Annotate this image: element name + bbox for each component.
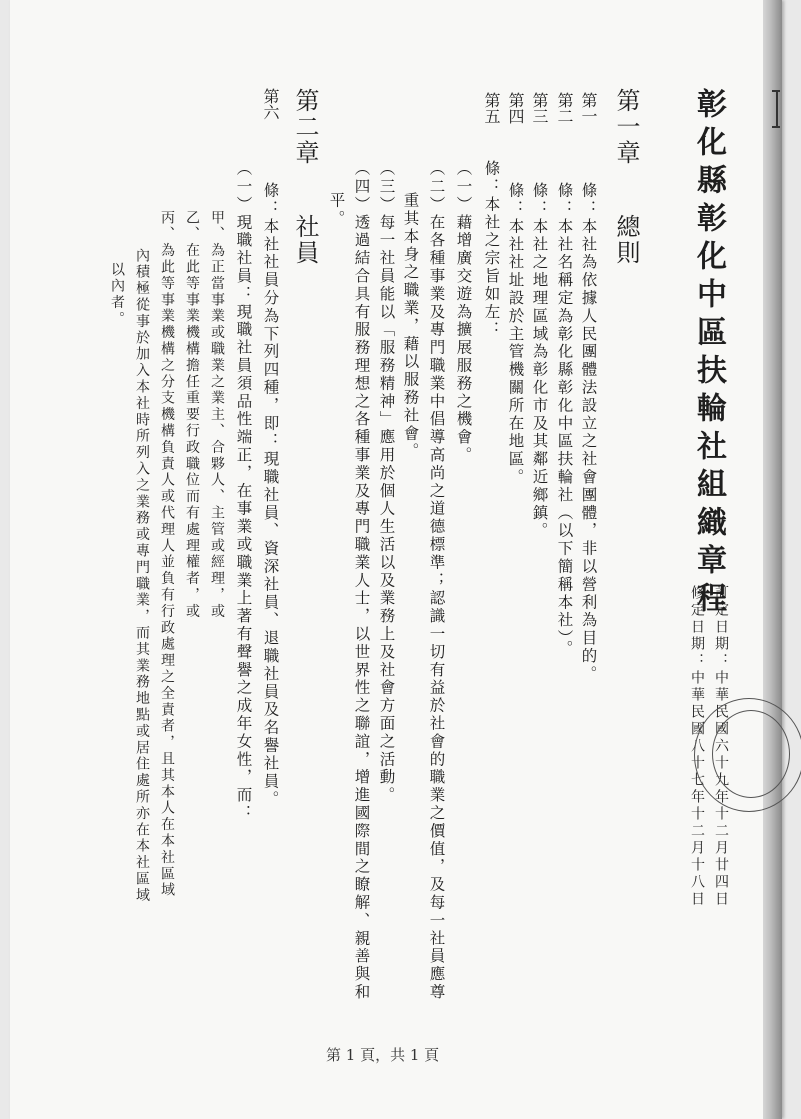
aim-1: （一）藉增廣交遊為擴展服務之機會。 [454, 160, 473, 465]
article-6-text: 條：本社社員分為下列四種，即：現職社員、資深社員、退職社員及名譽社員。 [261, 182, 280, 809]
enacted-date: 訂定日期：中華民國六十九年十二月廿四日 [713, 585, 729, 908]
document-page [10, 0, 782, 1119]
aim-3: （三）每一社員能以「服務精神」應用於個人生活以及業務上及社會方面之活動。 [377, 160, 396, 805]
binding-mark-tick [772, 90, 780, 92]
document-title: 彰化縣彰化中區扶輪社組織章程 [691, 88, 726, 620]
page-footer: 第 1 頁，共 1 頁 [326, 1046, 440, 1064]
chapter1-heading: 第一章總則 [612, 88, 640, 266]
article-1-number: 第一 [579, 92, 598, 124]
revised-date: 修定日期：中華民國八十七年十二月十八日 [689, 585, 705, 908]
article-2-number: 第二 [555, 92, 574, 124]
page-edge-shadow [763, 0, 782, 1119]
aim-4: （四）透過結合具有服務理想之各種事業及專門職業人士，以世界性之聯誼，增進國際間之瞭解、親善與和 [352, 160, 371, 1002]
seal-stamp-inner [712, 710, 790, 798]
aim-4-continued: 平。 [327, 192, 346, 228]
member-clause-c-cont: 內積極從事於加入本社時所列入之業務或專門職業，而其業務地點或居住處所亦在本社區域 [134, 248, 150, 904]
article-6-number: 第六 [261, 88, 280, 120]
article-2-text: 條：本社名稱定為彰化縣彰化中區扶輪社（以下簡稱本社）。 [555, 182, 574, 658]
chapter2-heading: 第二章社員 [291, 88, 319, 266]
binding-mark-tick [772, 126, 780, 128]
article-5-text: 條：本社之宗旨如左： [482, 160, 501, 339]
member-clause-c: 丙、為此等事業機構之分支機構負責人或代理人並負有行政處理之全責者，且其本人在本社區域 [159, 210, 175, 899]
aim-2-continued: 重其本身之職業，藉以服務社會。 [401, 192, 420, 461]
member-clause-c-end: 以內者。 [109, 262, 125, 328]
member-clause-a: 甲、為正當事業或職業之業主、合夥人、主管或經理，或 [209, 210, 225, 620]
article-4-text: 條：本社社址設於主管機關所在地區。 [506, 182, 525, 487]
binding-mark [776, 90, 778, 128]
member-clause-b: 乙、在此等事業機構擔任重要行政職位而有處理權者，或 [184, 210, 200, 620]
article-3-number: 第三 [530, 92, 549, 124]
article-3-text: 條：本社之地理區域為彰化市及其鄰近鄉鎮。 [530, 182, 549, 540]
article-4-number: 第四 [506, 92, 525, 124]
member-type-1: （一）現職社員：現職社員須品性端正，在事業或職業上著有聲譽之成年女性，而： [234, 160, 253, 823]
aim-2: （二）在各種事業及專門職業中倡導高尚之道德標準；認識一切有益於社會的職業之價值，及每一社員應尊 [427, 160, 446, 1002]
article-5-number: 第五 [482, 92, 501, 124]
article-1-text: 條：本社為依據人民團體法設立之社會團體，非以營利為目的。 [579, 182, 598, 684]
